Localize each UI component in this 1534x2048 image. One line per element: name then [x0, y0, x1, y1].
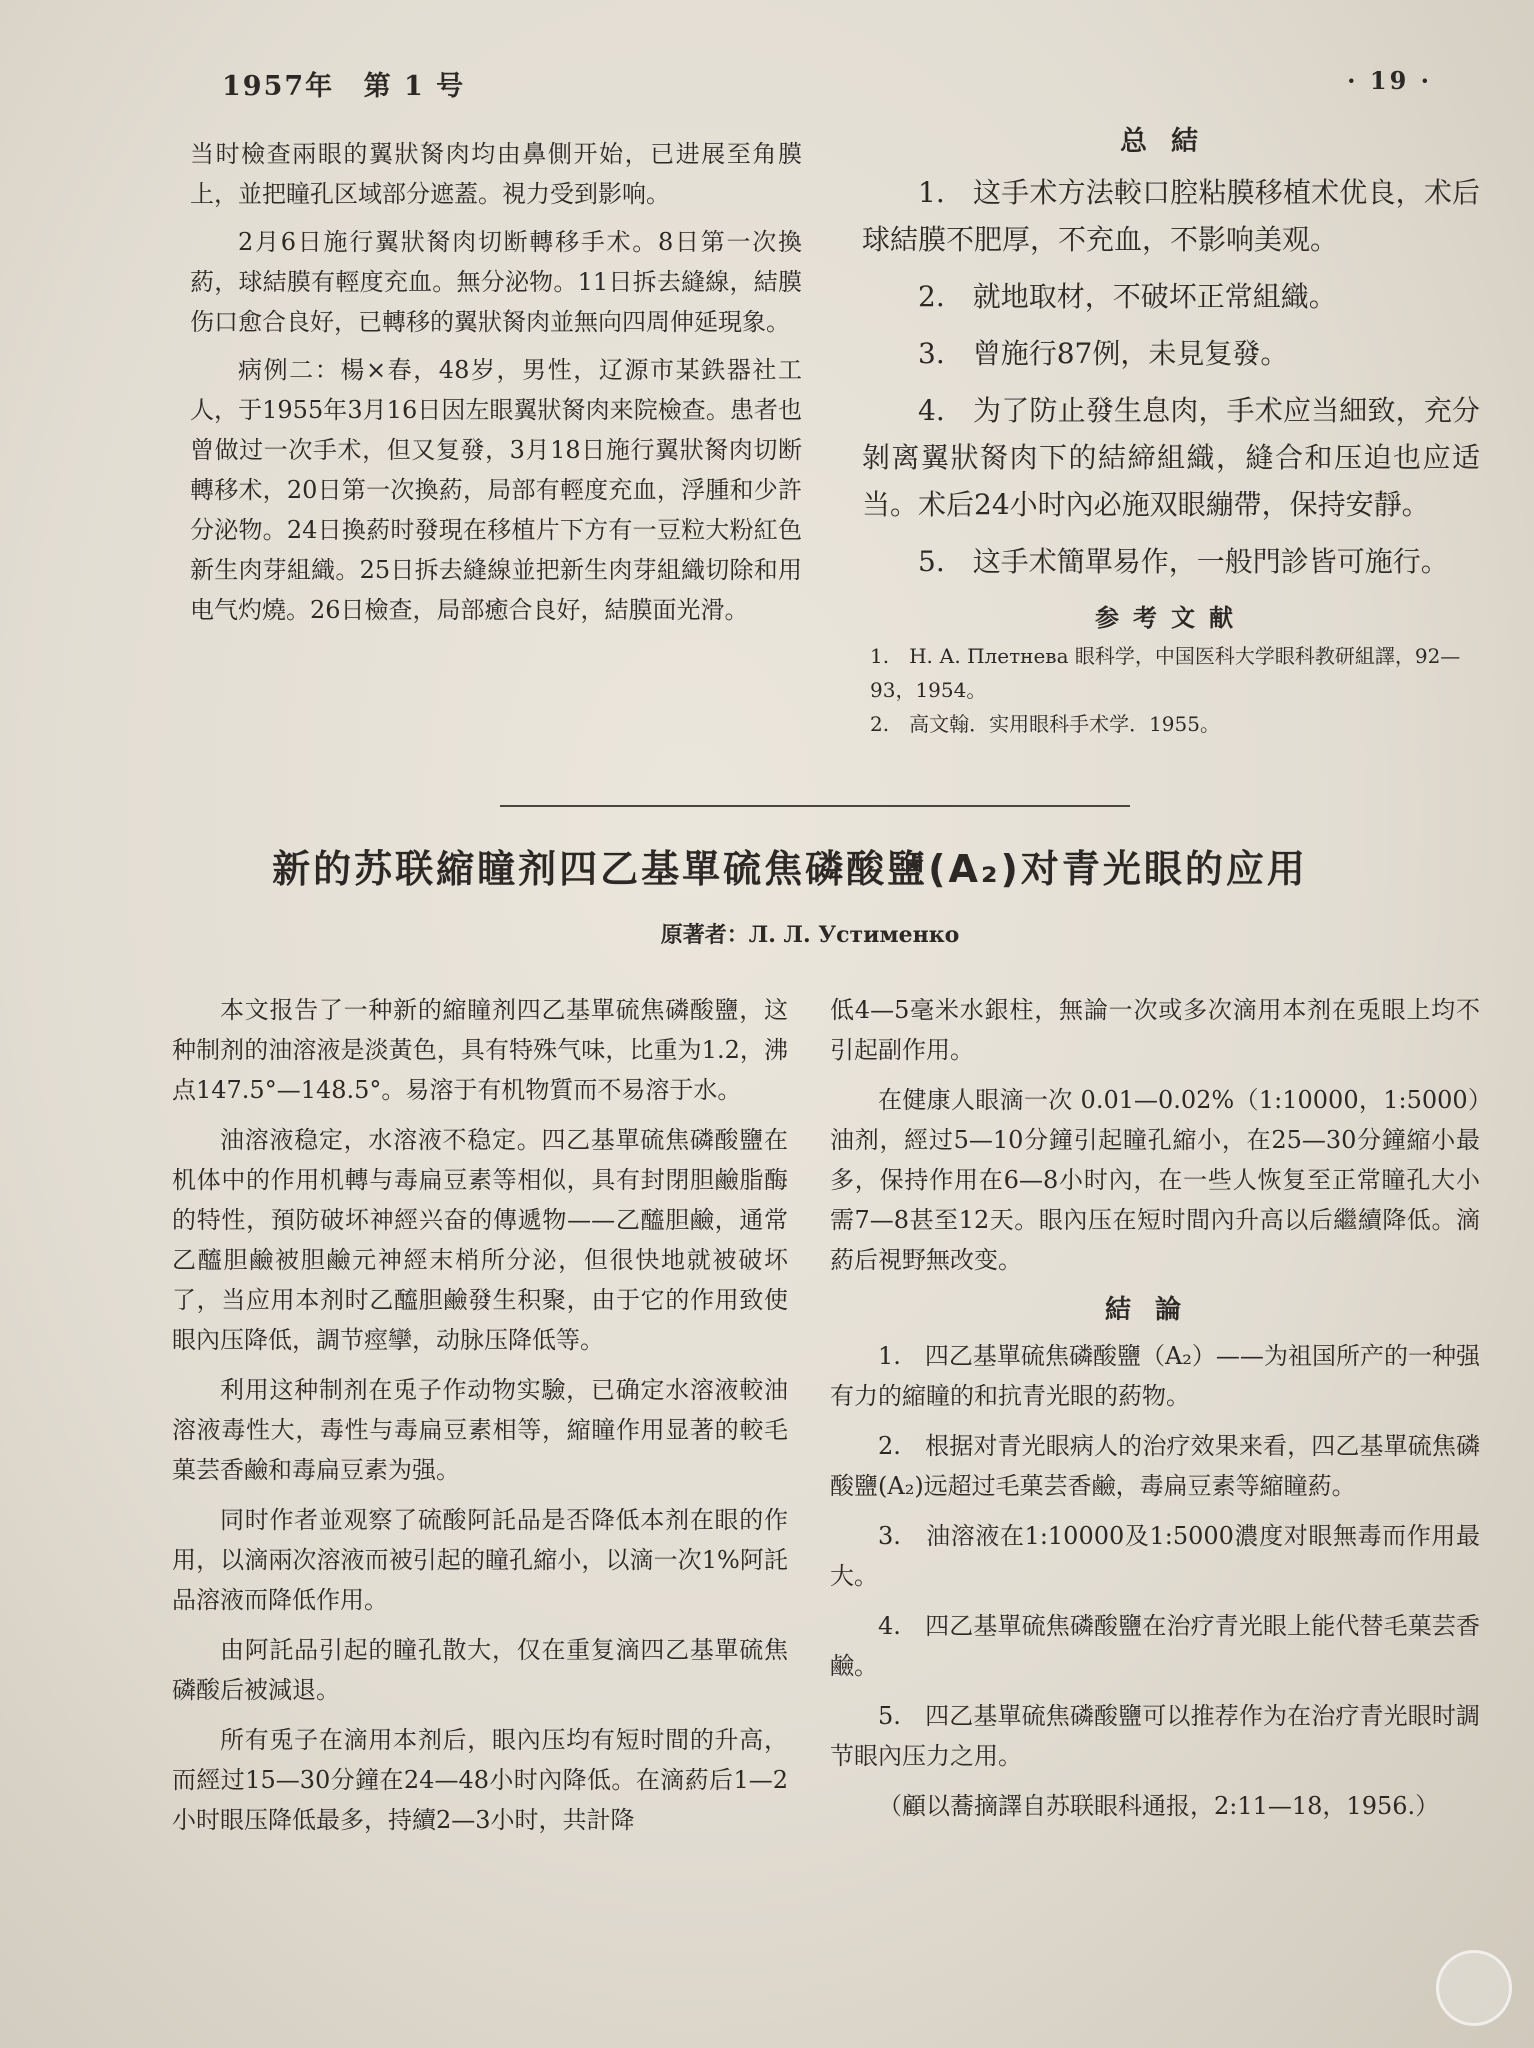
article-title: 新的苏联縮瞳剂四乙基單硫焦磷酸鹽(A₂)对青光眼的应用 — [272, 847, 1308, 891]
article-author: 原著者：Л. Л. Устименко — [660, 922, 960, 948]
references-heading: 参考文献 — [1095, 603, 1247, 632]
paragraph: 同时作者並观察了硫酸阿託品是否降低本剂在眼的作用，以滴兩次溶液而被引起的瞳孔縮小，以滴一次1%阿託品溶液而降低作用。 — [172, 1506, 788, 1614]
article-left-column — [172, 990, 788, 1850]
paragraph: 病例二：楊×春，48岁，男性，辽源市某鉄器社工人，于1955年3月16日因左眼翼狀胬肉来院檢查。患者也曾做过一次手术，但又复發，3月18日施行翼狀胬肉切断轉移术，20日第一次換葯，局部有輕度充血，浮腫和少許分泌物。24日換葯时發現在移植片下方有一豆粒大粉紅色新生肉芽組織。25日拆去縫線並把新生肉芽組織切除和用电气灼燒。26日檢查，局部癒合良好，結膜面光滑。 — [190, 356, 802, 624]
paragraph: 油溶液稳定，水溶液不稳定。四乙基單硫焦磷酸鹽在机体中的作用机轉与毒扁豆素等相似，具有封閉胆鹼脂酶的特性，預防破坏神經兴奋的傳遞物——乙醯胆鹼，通常乙醯胆鹼被胆鹼元神經末梢所分泌，但很快地就被破坏了，当应用本剂时乙醯胆鹼發生积聚，由于它的作用致使眼內压降低，調节痙攣，动脉压降低等。 — [172, 1126, 788, 1354]
top-left-column — [190, 134, 802, 638]
paragraph: 本文报告了一种新的縮瞳剂四乙基單硫焦磷酸鹽，这种制剂的油溶液是淡黃色，具有特殊气味，比重为1.2，沸点147.5°—148.5°。易溶于有机物質而不易溶于水。 — [172, 996, 788, 1104]
paragraph: 当时檢查兩眼的翼狀胬肉均由鼻側开始，已进展至角膜上，並把瞳孔区域部分遮蓋。視力受到影响。 — [190, 140, 802, 208]
paragraph: 由阿託品引起的瞳孔散大，仅在重复滴四乙基單硫焦磷酸后被減退。 — [172, 1636, 788, 1704]
summary-item: 3. 曾施行87例，未見复發。 — [918, 337, 1289, 370]
header-year: 1957年 — [222, 71, 335, 102]
conclusion-item: 1. 四乙基單硫焦磷酸鹽（A₂）——为祖国所产的一种强有力的縮瞳的和抗青光眼的葯物。 — [830, 1342, 1480, 1410]
paragraph: 在健康人眼滴一次 0.01—0.02%（1:10000，1:5000）油剂，經过5—10分鐘引起瞳孔縮小，在25—30分鐘縮小最多，保持作用在6—8小时內，在一些人恢复至正常瞳孔大小需7—8甚至12天。眼內压在短时間內升高以后繼續降低。滴葯后視野無改变。 — [830, 1086, 1480, 1274]
conclusion-heading: 結論 — [1104, 1295, 1205, 1325]
summary-item: 4. 为了防止發生息肉，手术应当細致，充分剝离翼狀胬肉下的結締組織，縫合和压迫也应适当。术后24小时內必施双眼繃帶，保持安靜。 — [862, 394, 1480, 521]
watermark-logo-icon — [1436, 1950, 1512, 2026]
paragraph: 所有兎子在滴用本剂后，眼內压均有短时間的升高，而經过15—30分鐘在24—48小时內降低。在滴葯后1—2小时眼压降低最多，持續2—3小时，共計降 — [172, 1726, 788, 1834]
reference-item: 1. Н. А. Плетнева 眼科学，中国医科大学眼科教研組譯，92—93，1954。 — [870, 644, 1461, 702]
section-divider — [500, 805, 1130, 807]
summary-heading: 总結 — [1120, 126, 1222, 157]
top-right-column — [862, 118, 1480, 741]
article-right-column — [830, 990, 1480, 1836]
conclusion-item: 4. 四乙基單硫焦磷酸鹽在治疗青光眼上能代替毛菓芸香鹼。 — [830, 1612, 1480, 1680]
summary-item: 1. 这手术方法較口腔粘膜移植术优良，术后球結膜不肥厚，不充血，不影响美观。 — [862, 176, 1480, 256]
reference-list — [862, 639, 1480, 741]
conclusion-item: 2. 根据对青光眼病人的治疗效果来看，四乙基單硫焦磷酸鹽(A₂)远超过毛菓芸香鹼，毒扁豆素等縮瞳葯。 — [830, 1432, 1480, 1500]
conclusion-item: 3. 油溶液在1:10000及1:5000濃度对眼無毒而作用最大。 — [830, 1522, 1480, 1590]
paragraph: 低4—5毫米水銀柱，無論一次或多次滴用本剂在兎眼上均不引起副作用。 — [830, 996, 1480, 1064]
summary-item: 5. 这手术簡單易作，一般門診皆可施行。 — [918, 545, 1449, 578]
page-number: · 19 · — [1347, 66, 1432, 95]
running-header — [222, 64, 483, 103]
paragraph: 2月6日施行翼狀胬肉切断轉移手术。8日第一次換葯，球結膜有輕度充血。無分泌物。11日拆去縫線，結膜伤口愈合良好，已轉移的翼狀胬肉並無向四周伸延現象。 — [190, 228, 802, 336]
source-note: （顧以蕎摘譯自苏联眼科通报，2:11—18，1956.） — [878, 1792, 1440, 1820]
reference-item: 2. 高文翰．实用眼科手术学．1955。 — [870, 712, 1220, 736]
header-issue: 第 1 号 — [363, 71, 466, 102]
paragraph: 利用这种制剂在兎子作动物实驗，已确定水溶液較油溶液毒性大，毒性与毒扁豆素相等，縮瞳作用显著的較毛菓芸香鹼和毒扁豆素为强。 — [172, 1376, 788, 1484]
conclusion-item: 5. 四乙基單硫焦磷酸鹽可以推荐作为在治疗青光眼时調节眼內压力之用。 — [830, 1702, 1480, 1770]
summary-item: 2. 就地取材，不破坏正常組織。 — [918, 280, 1337, 313]
